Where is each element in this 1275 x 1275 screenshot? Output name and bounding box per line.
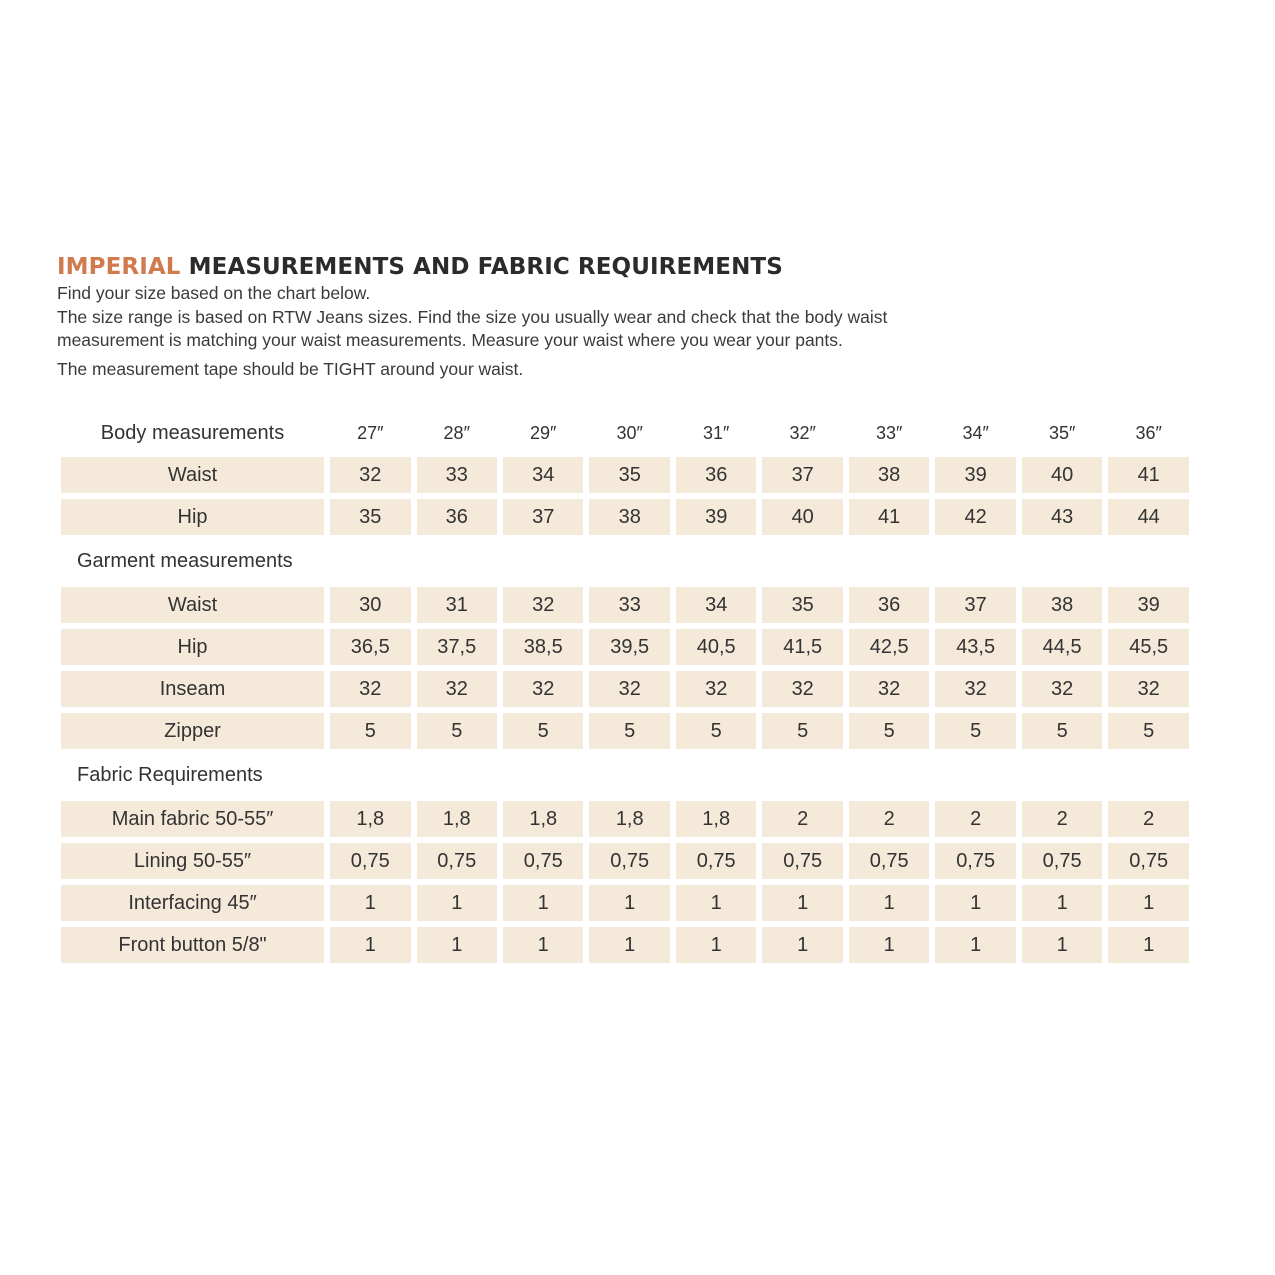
- body-measurement-row: [61, 454, 1189, 496]
- table-cell: 5: [762, 710, 842, 752]
- table-cell: 0,75: [762, 840, 842, 882]
- table-cell: 1,8: [503, 798, 583, 840]
- table-cell: 44: [1108, 496, 1189, 538]
- garment-measurement-row: [61, 584, 1189, 626]
- fabric-requirement-row-label: Front button 5/8": [61, 924, 324, 966]
- table-cell: 5: [330, 710, 410, 752]
- garment-measurement-row-label: Zipper: [61, 710, 324, 752]
- table-cell: 32: [1022, 668, 1102, 710]
- table-cell: 37: [762, 454, 842, 496]
- table-cell: 39,5: [589, 626, 669, 668]
- table-cell: 5: [676, 710, 756, 752]
- table-cell: 32: [417, 668, 497, 710]
- table-cell: 1: [676, 882, 756, 924]
- table-cell: 0,75: [935, 840, 1015, 882]
- table-cell: 1: [849, 924, 929, 966]
- intro-line-2: The size range is based on RTW Jeans sizes. Find the size you usually wear and check that the body waist: [57, 306, 888, 327]
- table-cell: 32: [1108, 668, 1189, 710]
- table-cell: 38: [849, 454, 929, 496]
- table-cell: 35: [330, 496, 410, 538]
- fabric-requirement-row-label: Lining 50-55″: [61, 840, 324, 882]
- table-cell: 42: [935, 496, 1015, 538]
- table-cell: 5: [935, 710, 1015, 752]
- table-cell: 31: [417, 584, 497, 626]
- table-cell: 41: [1108, 454, 1189, 496]
- table-cell: 1: [503, 882, 583, 924]
- intro-line-4: The measurement tape should be TIGHT around your waist.: [57, 358, 524, 379]
- garment-section-row: [61, 538, 1189, 584]
- table-body: [61, 454, 1189, 966]
- size-header: 34″: [962, 422, 989, 443]
- table-cell: 32: [676, 668, 756, 710]
- table-cell: 34: [676, 584, 756, 626]
- intro-line-3: measurement is matching your waist measurements. Measure your waist where you wear your pants.: [57, 330, 843, 350]
- table-cell: 1: [1022, 882, 1102, 924]
- table-cell: 43: [1022, 496, 1102, 538]
- table-cell: 1,8: [330, 798, 410, 840]
- size-header: 29″: [530, 422, 557, 443]
- size-header: 27″: [357, 422, 384, 443]
- table-cell: 1: [503, 924, 583, 966]
- size-header: 32″: [789, 422, 816, 443]
- size-header: 33″: [875, 422, 903, 443]
- table-cell: 1: [935, 882, 1015, 924]
- body-measurements-header: Body measurements: [100, 421, 285, 444]
- table-cell: 1: [1022, 924, 1102, 966]
- table-cell: 36: [417, 496, 497, 538]
- table-cell: 1,8: [417, 798, 497, 840]
- table-cell: 1: [589, 882, 669, 924]
- table-cell: 0,75: [417, 840, 497, 882]
- table-cell: 35: [762, 584, 842, 626]
- table-cell: 40: [1022, 454, 1102, 496]
- table-cell: 2: [849, 798, 929, 840]
- table-cell: 2: [1022, 798, 1102, 840]
- table-cell: 33: [589, 584, 669, 626]
- table-cell: 1: [330, 924, 410, 966]
- table-cell: 5: [1022, 710, 1102, 752]
- fabric-requirement-row: [61, 882, 1189, 924]
- table-cell: 1: [330, 882, 410, 924]
- intro-line-1: Find your size based on the chart below.: [57, 283, 371, 303]
- table-cell: 2: [1108, 798, 1189, 840]
- table-cell: 1: [676, 924, 756, 966]
- table-cell: 1,8: [676, 798, 756, 840]
- fabric-requirement-row-label: Interfacing 45″: [61, 882, 324, 924]
- table-cell: 0,75: [330, 840, 410, 882]
- page-content: [57, 252, 1217, 381]
- garment-measurement-row-label: Waist: [61, 584, 324, 626]
- table-cell: 37,5: [417, 626, 497, 668]
- table-cell: 0,75: [1022, 840, 1102, 882]
- table-cell: 42,5: [849, 626, 929, 668]
- table-cell: 1: [849, 882, 929, 924]
- table-cell: 32: [330, 668, 410, 710]
- table-cell: 40,5: [676, 626, 756, 668]
- garment-measurement-row-label: Hip: [61, 626, 324, 668]
- table-cell: 1: [935, 924, 1015, 966]
- table-cell: 39: [1108, 584, 1189, 626]
- garment-measurement-row: [61, 668, 1189, 710]
- table-cell: 5: [1108, 710, 1189, 752]
- table-cell: 32: [330, 454, 410, 496]
- garment-measurement-row-label: Inseam: [61, 668, 324, 710]
- table-cell: 30: [330, 584, 410, 626]
- page-title: [57, 252, 1217, 282]
- table-cell: 40: [762, 496, 842, 538]
- table-cell: 34: [503, 454, 583, 496]
- table-cell: 39: [676, 496, 756, 538]
- table-cell: 32: [935, 668, 1015, 710]
- table-cell: 1,8: [589, 798, 669, 840]
- table-cell: 41: [849, 496, 929, 538]
- fabric-section-label: Fabric Requirements: [77, 763, 263, 786]
- table-cell: 36,5: [330, 626, 410, 668]
- table-cell: 32: [503, 584, 583, 626]
- table-cell: 0,75: [589, 840, 669, 882]
- fabric-requirement-row-label: Main fabric 50-55″: [61, 798, 324, 840]
- table-cell: 33: [417, 454, 497, 496]
- table-cell: 38,5: [503, 626, 583, 668]
- garment-measurement-row: [61, 626, 1189, 668]
- fabric-requirement-row: [61, 924, 1189, 966]
- table-cell: 43,5: [935, 626, 1015, 668]
- fabric-requirement-row: [61, 798, 1189, 840]
- size-header: 36″: [1135, 422, 1162, 443]
- table-cell: 1: [589, 924, 669, 966]
- table-cell: 39: [935, 454, 1015, 496]
- body-measurement-row-label: Hip: [61, 496, 324, 538]
- table-cell: 2: [935, 798, 1015, 840]
- table-cell: 1: [762, 882, 842, 924]
- table-cell: 5: [589, 710, 669, 752]
- table-cell: 37: [935, 584, 1015, 626]
- table-cell: 38: [589, 496, 669, 538]
- table-cell: 5: [417, 710, 497, 752]
- table-cell: 0,75: [1108, 840, 1189, 882]
- table-cell: 1: [1108, 882, 1189, 924]
- body-measurement-row: [61, 496, 1189, 538]
- table-cell: 1: [417, 924, 497, 966]
- table-cell: 0,75: [849, 840, 929, 882]
- table-cell: 38: [1022, 584, 1102, 626]
- table-cell: 32: [589, 668, 669, 710]
- table-cell: 35: [589, 454, 669, 496]
- garment-measurement-row: [61, 710, 1189, 752]
- fabric-section-row: [61, 752, 1189, 798]
- table-cell: 36: [676, 454, 756, 496]
- table-cell: 1: [1108, 924, 1189, 966]
- table-cell: 44,5: [1022, 626, 1102, 668]
- table-cell: 5: [503, 710, 583, 752]
- table-cell: 2: [762, 798, 842, 840]
- title-accent: IMPERIAL: [57, 254, 181, 280]
- table-cell: 32: [762, 668, 842, 710]
- table-cell: 41,5: [762, 626, 842, 668]
- table-cell: 5: [849, 710, 929, 752]
- size-header: 31″: [703, 422, 730, 443]
- table-cell: 37: [503, 496, 583, 538]
- size-header: 30″: [616, 422, 643, 443]
- fabric-requirement-row: [61, 840, 1189, 882]
- table-cell: 0,75: [503, 840, 583, 882]
- size-chart-table: [55, 412, 1195, 966]
- table-cell: 36: [849, 584, 929, 626]
- garment-section-label: Garment measurements: [77, 549, 293, 572]
- table-cell: 32: [503, 668, 583, 710]
- size-header: 35″: [1048, 422, 1076, 443]
- table-cell: 45,5: [1108, 626, 1189, 668]
- body-measurement-row-label: Waist: [61, 454, 324, 496]
- table-cell: 1: [417, 882, 497, 924]
- size-header: 28″: [443, 422, 470, 443]
- title-rest: MEASUREMENTS AND FABRIC REQUIREMENTS: [188, 254, 783, 280]
- table-cell: 1: [762, 924, 842, 966]
- table-cell: 0,75: [676, 840, 756, 882]
- table-cell: 32: [849, 668, 929, 710]
- table-header-row: [61, 412, 1189, 454]
